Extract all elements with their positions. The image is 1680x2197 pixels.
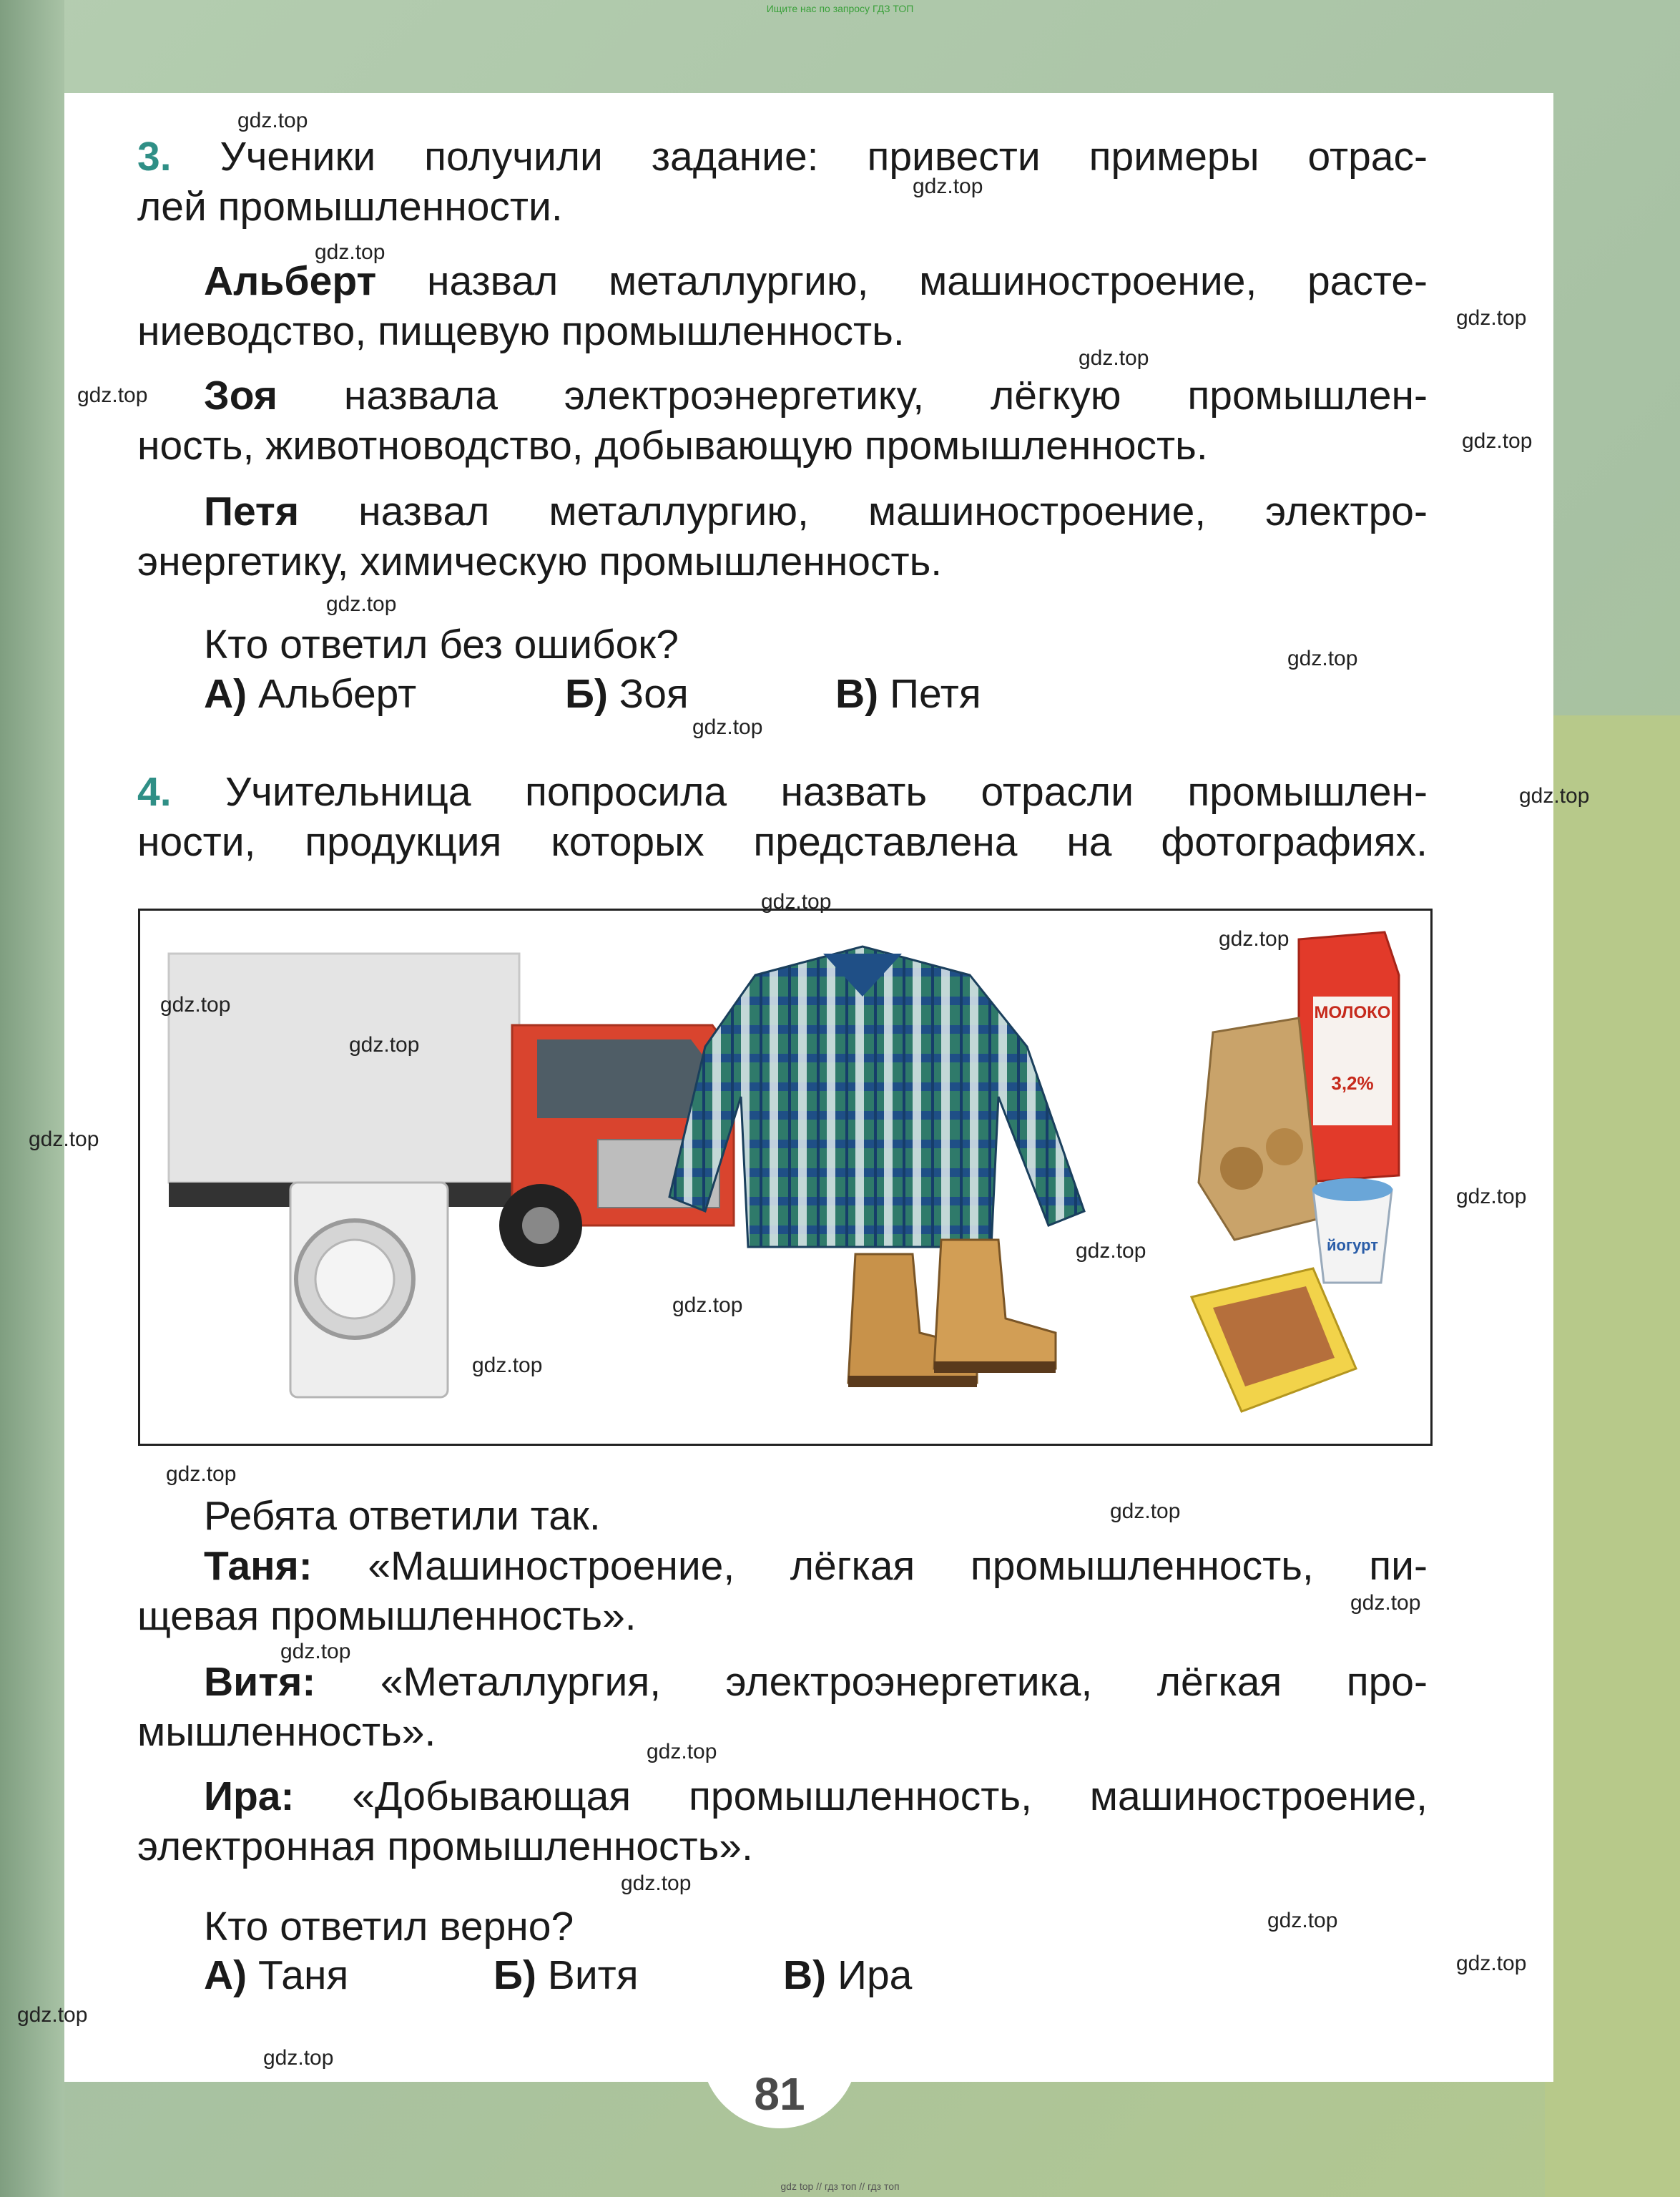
boot-sole-right bbox=[934, 1361, 1056, 1373]
tanya-text: «Машиностроение, лёгкая промышленность, пи- bbox=[368, 1543, 1428, 1589]
watermark: gdz.top bbox=[237, 109, 308, 132]
petya-text: назвал металлургию, машиностроение, электро- bbox=[358, 489, 1428, 534]
task4-number: 4. bbox=[137, 769, 172, 815]
option-letter: А) bbox=[204, 1952, 247, 1998]
watermark: gdz.top bbox=[1287, 647, 1358, 670]
book-spine bbox=[0, 0, 64, 2197]
tanya-line1 bbox=[204, 1542, 1428, 1590]
watermark: gdz.top bbox=[1079, 346, 1149, 370]
header-link[interactable]: Ищите нас по запросу ГДЗ ТОП bbox=[766, 3, 914, 14]
watermark: gdz.top bbox=[315, 240, 385, 264]
page-number: 81 bbox=[754, 2068, 805, 2120]
watermark: gdz.top bbox=[326, 592, 397, 616]
watermark: gdz.top bbox=[349, 1033, 420, 1057]
task4-option-b[interactable] bbox=[493, 1952, 639, 1999]
watermark: gdz.top bbox=[1219, 927, 1290, 951]
watermark: gdz.top bbox=[1456, 1185, 1527, 1208]
zoya-text: назвала электроэнергетику, лёгкую промышлен- bbox=[343, 373, 1428, 419]
task3-text: Ученики получили задание: привести примеры отрас- bbox=[220, 134, 1428, 180]
watermark: gdz.top bbox=[621, 1871, 692, 1895]
task4-question: Кто ответил верно? bbox=[204, 1904, 574, 1949]
watermark: gdz.top bbox=[692, 715, 763, 739]
task3-question: Кто ответил без ошибок? bbox=[204, 622, 679, 667]
watermark: gdz.top bbox=[77, 383, 148, 407]
watermark: gdz.top bbox=[166, 1462, 237, 1486]
option-text: Петя bbox=[890, 671, 981, 717]
milk-percent: 3,2% bbox=[1331, 1072, 1374, 1094]
answers-intro: Ребята ответили так. bbox=[204, 1493, 601, 1539]
watermark: gdz.top bbox=[263, 2046, 334, 2070]
cookies-bag bbox=[1199, 1018, 1320, 1240]
milk-label: МОЛОКО bbox=[1314, 1003, 1391, 1022]
watermark: gdz.top bbox=[17, 2003, 88, 2027]
boot-sole-left bbox=[848, 1376, 977, 1387]
watermark: gdz.top bbox=[1462, 429, 1533, 453]
watermark: gdz.top bbox=[29, 1127, 99, 1151]
watermark: gdz.top bbox=[647, 1740, 717, 1763]
option-letter: Б) bbox=[493, 1952, 536, 1998]
option-text: Зоя bbox=[619, 671, 689, 717]
task4-text: Учительница попросила назвать отрасли промышлен- bbox=[225, 769, 1428, 815]
vitya-name: Витя: bbox=[204, 1659, 316, 1705]
watermark: gdz.top bbox=[1350, 1591, 1421, 1615]
albert-name: Альберт bbox=[204, 258, 377, 304]
option-text: Альберт bbox=[258, 671, 417, 717]
option-text: Витя bbox=[547, 1952, 639, 1998]
tanya-line2: щевая промышленность». bbox=[137, 1593, 637, 1639]
option-letter: Б) bbox=[565, 671, 608, 717]
option-text: Ира bbox=[837, 1952, 913, 1998]
background-accent bbox=[1545, 715, 1680, 2197]
cookie bbox=[1220, 1147, 1263, 1190]
watermark: gdz.top bbox=[1519, 784, 1590, 808]
watermark: gdz.top bbox=[761, 890, 832, 914]
option-text: Таня bbox=[258, 1952, 349, 1998]
watermark: gdz.top bbox=[1456, 1952, 1527, 1975]
vitya-line1 bbox=[204, 1658, 1428, 1706]
vitya-line2: мышленность». bbox=[137, 1709, 436, 1755]
task3-number: 3. bbox=[137, 134, 172, 180]
yogurt-label: йогурт bbox=[1327, 1236, 1378, 1254]
truck-windshield bbox=[537, 1039, 712, 1118]
task4-option-a[interactable] bbox=[204, 1952, 348, 1999]
ira-text: «Добывающая промышленность, машиностроение, bbox=[352, 1773, 1428, 1819]
watermark: gdz.top bbox=[1456, 306, 1527, 330]
products-photo bbox=[138, 909, 1433, 1446]
tanya-name: Таня: bbox=[204, 1543, 313, 1589]
task3-line2: лей промышленности. bbox=[137, 184, 563, 230]
ira-line2: электронная промышленность». bbox=[137, 1824, 753, 1869]
task4-line1 bbox=[137, 768, 1428, 816]
watermark: gdz.top bbox=[472, 1354, 543, 1377]
albert-line1 bbox=[204, 258, 1428, 305]
watermark: gdz.top bbox=[1110, 1499, 1181, 1523]
task4-option-c[interactable] bbox=[783, 1952, 912, 1999]
watermark: gdz.top bbox=[672, 1293, 743, 1317]
watermark: gdz.top bbox=[1267, 1909, 1338, 1932]
task3-option-a[interactable] bbox=[204, 670, 416, 718]
task3-option-b[interactable] bbox=[565, 670, 689, 718]
petya-line1 bbox=[204, 488, 1428, 535]
ira-line1 bbox=[204, 1773, 1428, 1820]
zoya-name: Зоя bbox=[204, 373, 278, 419]
watermark: gdz.top bbox=[913, 175, 983, 198]
zoya-line2: ность, животноводство, добывающую промышленность. bbox=[137, 423, 1208, 469]
footer-link[interactable]: gdz top // гдз топ // гдз топ bbox=[780, 2181, 900, 2192]
petya-line2: энергетику, химическую промышленность. bbox=[137, 539, 943, 584]
petya-name: Петя bbox=[204, 489, 300, 534]
task3-option-c[interactable] bbox=[835, 670, 981, 718]
zoya-line1 bbox=[204, 372, 1428, 419]
task3-line1 bbox=[137, 133, 1428, 180]
option-letter: В) bbox=[835, 671, 879, 717]
option-letter: В) bbox=[783, 1952, 827, 1998]
ira-name: Ира: bbox=[204, 1773, 295, 1819]
albert-line2: ниеводство, пищевую промышленность. bbox=[137, 308, 905, 354]
cookie bbox=[1266, 1128, 1303, 1165]
watermark: gdz.top bbox=[1076, 1239, 1146, 1263]
option-letter: А) bbox=[204, 671, 247, 717]
truck-hub-front bbox=[522, 1207, 559, 1244]
vitya-text: «Металлургия, электроэнергетика, лёгкая про- bbox=[380, 1659, 1428, 1705]
task4-line2: ности, продукция которых представлена на фотографиях. bbox=[137, 819, 1428, 865]
watermark: gdz.top bbox=[280, 1640, 351, 1663]
products-illustration bbox=[140, 911, 1430, 1444]
truck-box bbox=[169, 954, 519, 1183]
boot-right bbox=[934, 1240, 1056, 1369]
watermark: gdz.top bbox=[160, 993, 231, 1017]
washing-machine-glass bbox=[315, 1240, 394, 1318]
albert-text: назвал металлургию, машиностроение, расте- bbox=[427, 258, 1428, 304]
yogurt-lid bbox=[1312, 1178, 1392, 1201]
